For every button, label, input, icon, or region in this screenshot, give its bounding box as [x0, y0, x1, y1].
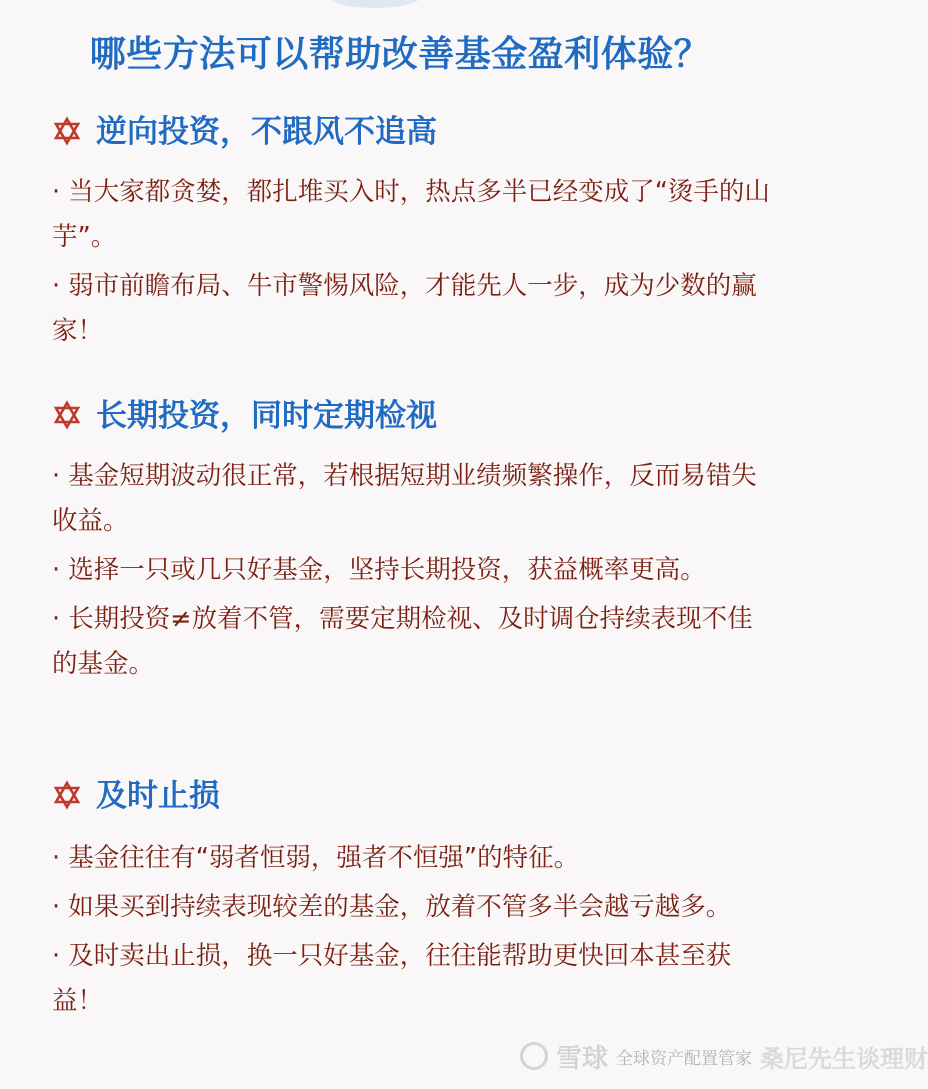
section-stop-loss	[0, 770, 800, 1028]
section-contrarian	[0, 106, 800, 358]
bullet-item: · 选择一只或几只好基金，坚持长期投资，获益概率更高。	[52, 555, 706, 585]
top-decoration	[330, 0, 420, 8]
section-title: 逆向投资，不跟风不追高	[96, 114, 437, 150]
bullet-item: · 长期投资≠放着不管，需要定期检视、及时调仓持续表现不佳的基金。	[52, 604, 753, 679]
bullet-item: · 基金往往有“弱者恒弱，强者不恒强”的特征。	[52, 843, 580, 873]
watermark	[520, 1036, 928, 1076]
snowball-logo-icon	[520, 1042, 548, 1070]
page-title: 哪些方法可以帮助改善基金盈利体验？	[89, 34, 711, 75]
section-long-term	[0, 390, 800, 691]
watermark-site: 雪球	[556, 1043, 609, 1074]
section-title: 及时止损	[96, 778, 220, 814]
star-of-david-icon	[54, 402, 80, 428]
bullet-item: · 基金短期波动很正常，若根据短期业绩频繁操作，反而易错失收益。	[52, 461, 757, 536]
bullet-item: · 及时卖出止损，换一只好基金，往往能帮助更快回本甚至获益！	[52, 941, 732, 1016]
star-of-david-icon	[54, 118, 80, 144]
section-header	[0, 770, 800, 822]
bullet-item: · 弱市前瞻布局、牛市警惕风险，才能先人一步，成为少数的赢家！	[52, 271, 757, 346]
star-of-david-icon	[54, 782, 80, 808]
watermark-author: 桑尼先生谈理财	[760, 1044, 928, 1073]
bullet-item: · 如果买到持续表现较差的基金，放着不管多半会越亏越多。	[52, 892, 732, 922]
watermark-account: 全球资产配置管家	[616, 1048, 753, 1069]
section-header	[0, 390, 800, 442]
bullet-item: · 当大家都贪婪，都扎堆买入时，热点多半已经变成了“烫手的山芋”。	[52, 177, 770, 252]
section-header	[0, 106, 800, 158]
section-title: 长期投资，同时定期检视	[96, 398, 437, 434]
